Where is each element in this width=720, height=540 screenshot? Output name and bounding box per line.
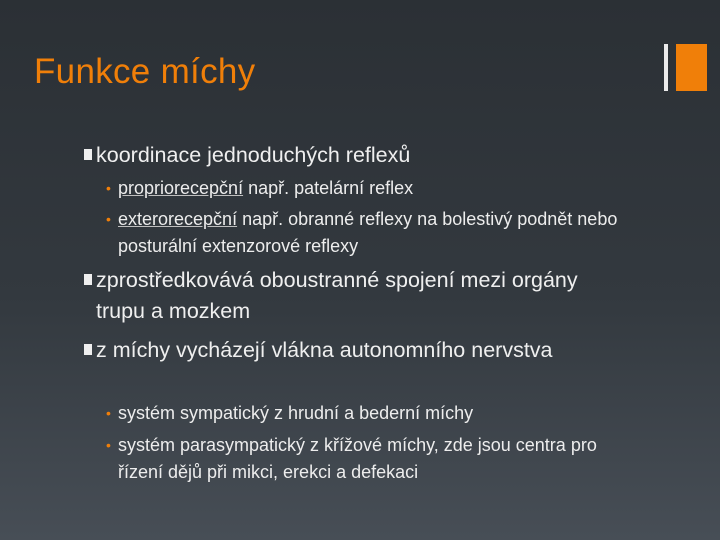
sub-bullet-term: exterorecepční (118, 209, 238, 229)
bullet-item (96, 140, 616, 171)
sub-bullet-item (106, 206, 618, 260)
bullet-text: z míchy vycházejí vlákna autonomního nervstva (96, 338, 553, 362)
dot-bullet-icon: • (106, 180, 111, 196)
bullet-item (96, 335, 566, 366)
square-bullet-icon (84, 274, 92, 285)
sub-bullet-term: propriorecepční (118, 178, 244, 198)
dot-bullet-icon: • (106, 437, 111, 453)
sub-bullet-text: např. patelární reflex (243, 178, 414, 198)
dot-bullet-icon: • (106, 211, 111, 227)
square-bullet-icon (84, 149, 92, 160)
sub-bullet-text: systém sympatický z hrudní a bederní míchy (118, 403, 474, 423)
slide-title: Funkce míchy (34, 52, 256, 91)
bullet-item (96, 265, 606, 327)
sub-bullet-text: např. obranné reflexy na bolestivý podnět nebo posturální extenzorové reflexy (118, 209, 618, 256)
dot-bullet-icon: • (106, 405, 111, 421)
sub-bullet-item (106, 175, 638, 202)
square-bullet-icon (84, 344, 92, 355)
sub-bullet-item (106, 400, 638, 427)
bullet-text: koordinace jednoduchých reflexů (96, 143, 411, 167)
sub-bullet-item (106, 432, 618, 486)
sub-bullet-text: systém parasympatický z křížové míchy, zde jsou centra pro řízení dějů při mikci, erekci a defekaci (118, 435, 597, 482)
bullet-text: zprostředkovává oboustranné spojení mezi orgány trupu a mozkem (96, 268, 578, 323)
